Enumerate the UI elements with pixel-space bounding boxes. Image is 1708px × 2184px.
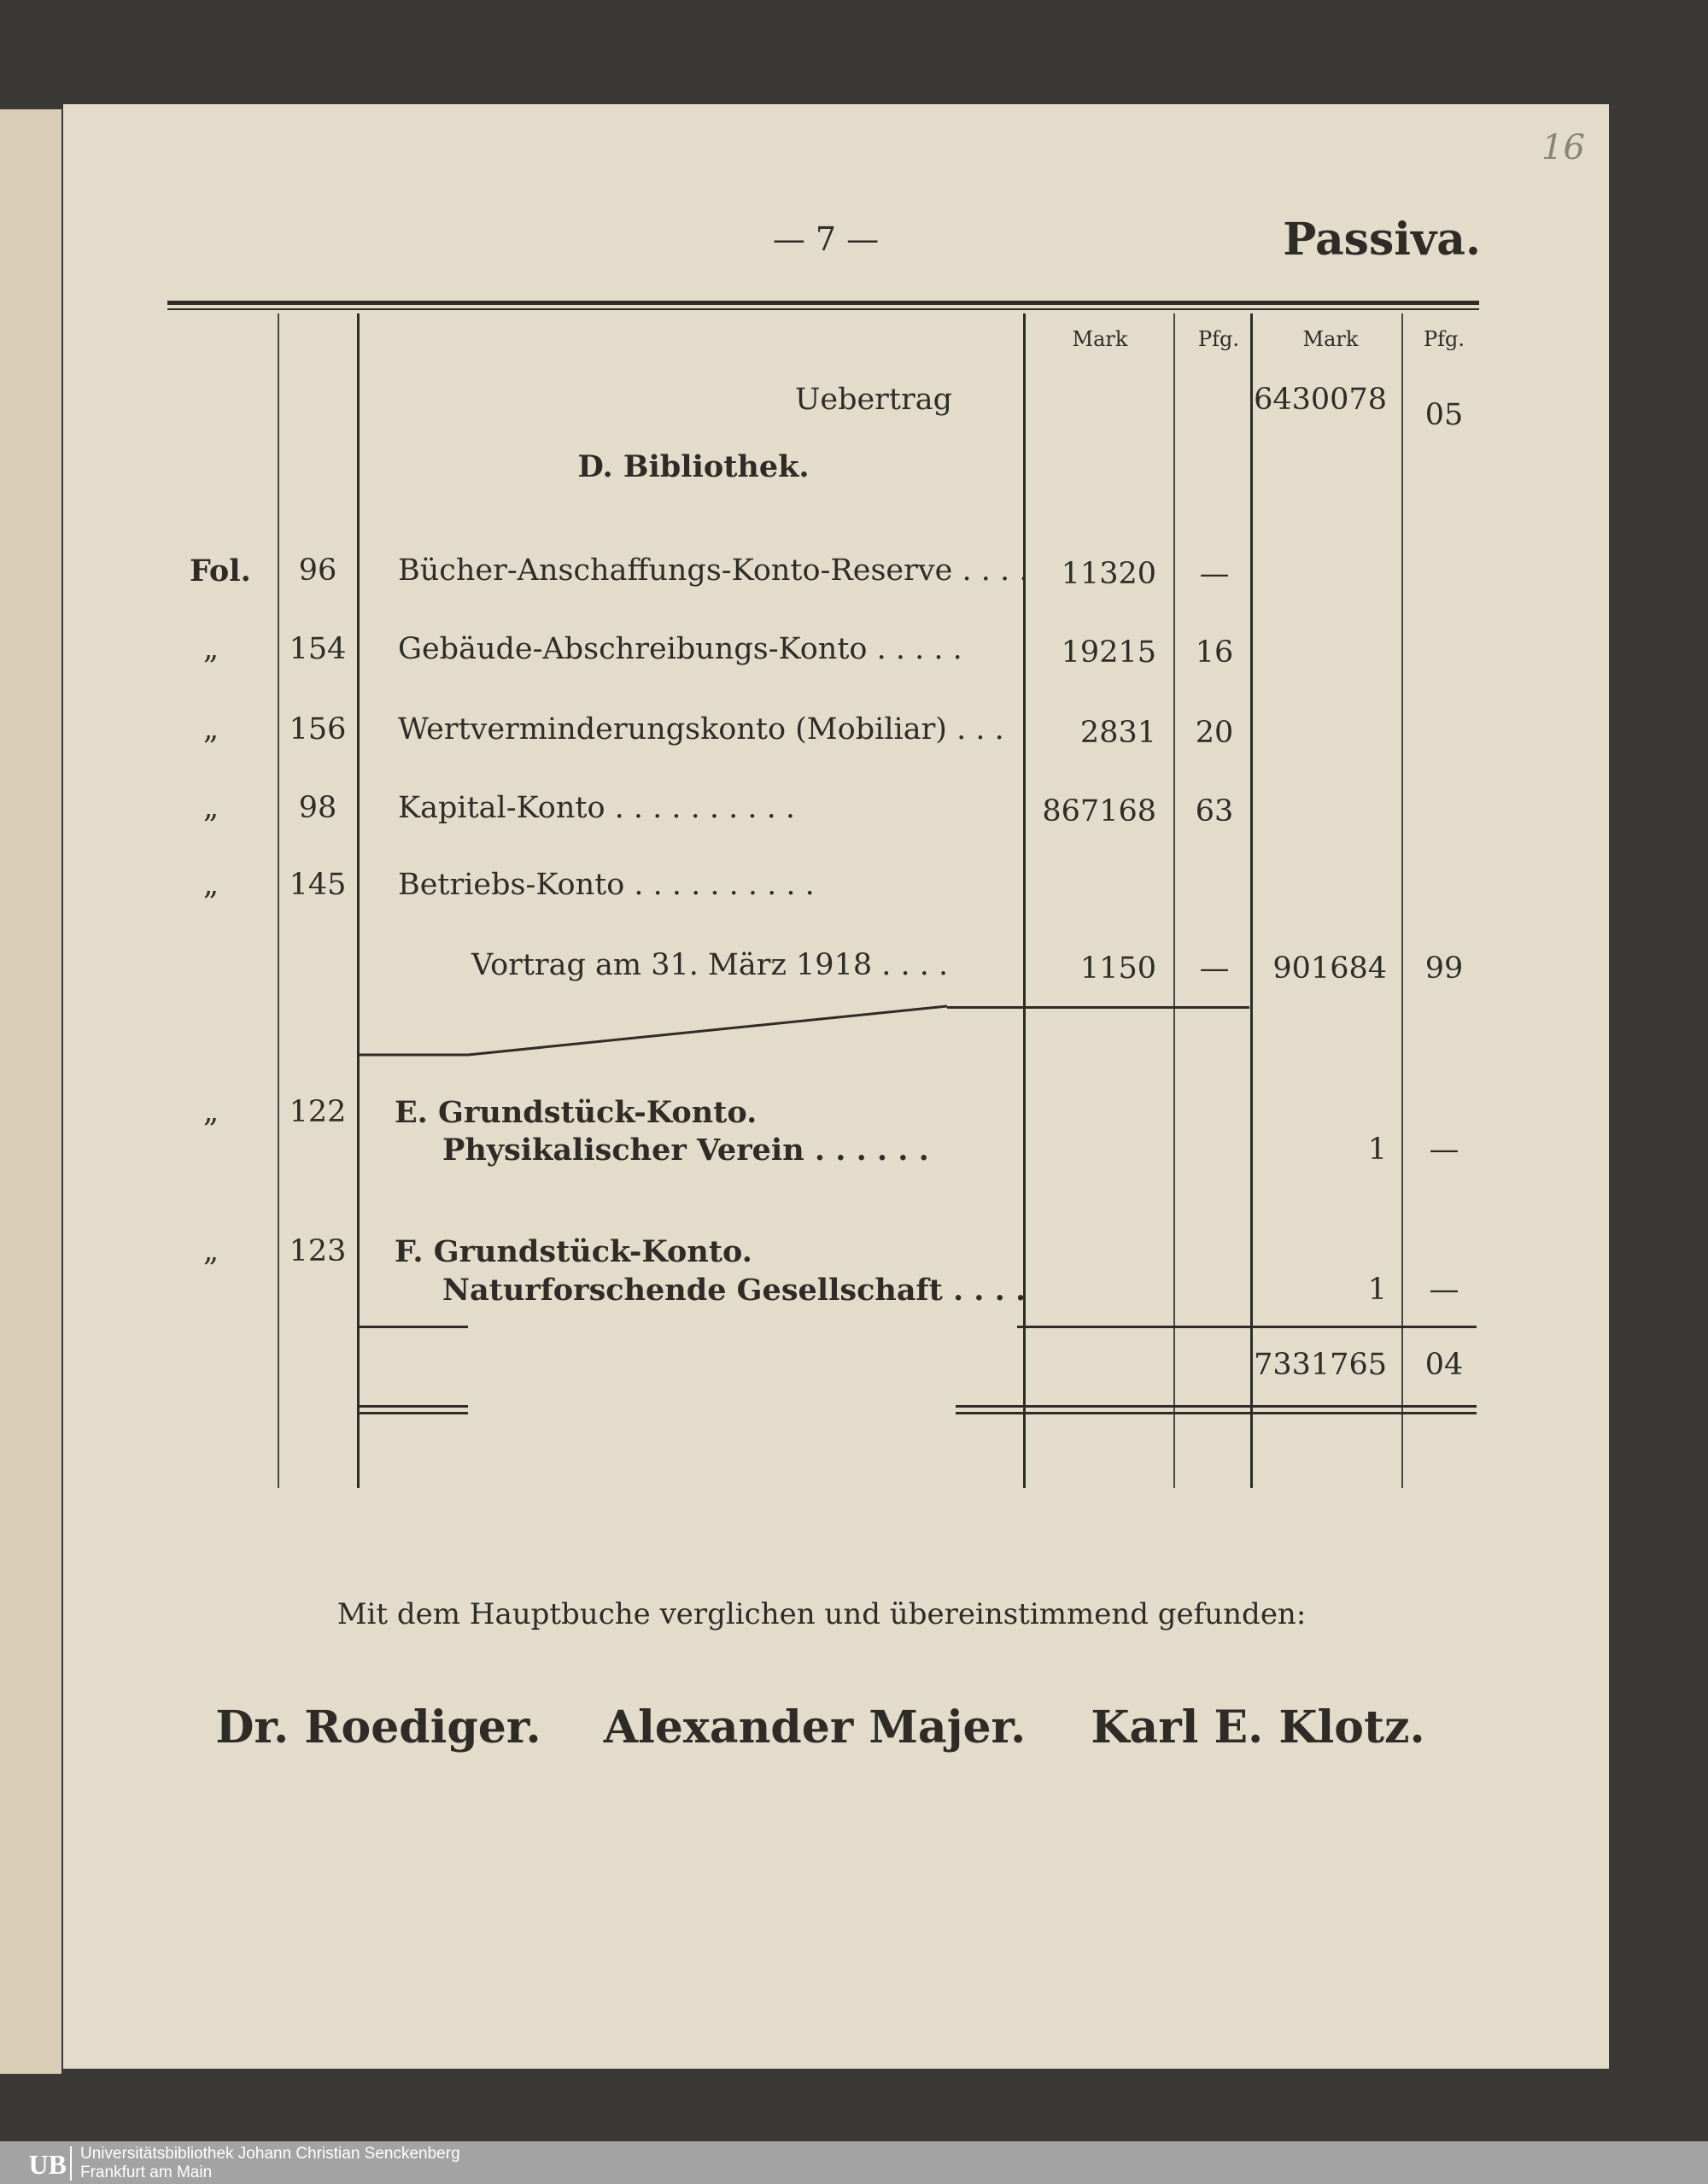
row-label: Gebäude-Abschreibungs-Konto . . . . . [398,632,962,666]
row-fol: „ [203,632,219,666]
footer-line-2: Frankfurt am Main [80,2164,213,2181]
row-folio-number: 145 [289,868,347,902]
section-e-num: 122 [289,1095,347,1129]
header-mark-2: Mark [1302,327,1359,351]
row-mark: 11320 [1061,557,1156,591]
section-e-title: E. Grundstück-Konto. [395,1095,757,1130]
row-folio-number: 154 [289,632,347,666]
row-fol: Fol. [190,553,251,588]
double-rule [358,1412,468,1414]
section-f-num: 123 [289,1234,347,1268]
row-folio-number: 96 [298,553,337,588]
row-label: Bücher-Anschaffungs-Konto-Reserve . . . . [398,553,1029,588]
section-e-label: Physikalischer Verein . . . . . . [442,1133,929,1168]
section-f-pfg: — [1429,1273,1459,1307]
section-f-title: F. Grundstück-Konto. [395,1234,752,1269]
vortrag-pfg: — [1199,951,1230,986]
row-fol: „ [203,712,219,747]
header-pfg-1: Pfg. [1197,327,1240,351]
closing-statement: Mit dem Hauptbuche verglichen und übereinstimmend gefunden: [336,1597,1307,1631]
vortrag-label: Vortrag am 31. März 1918 . . . . [471,948,949,982]
header-mark-1: Mark [1072,327,1128,351]
page-number: — 7 — [772,220,880,258]
uebertrag-mark: 6430078 [1254,383,1387,417]
section-d-title: D. Bibliothek. [577,449,810,484]
uebertrag-pfg: 05 [1424,398,1464,432]
signature: Alexander Majer. [603,1701,1027,1754]
row-fol: „ [203,791,219,825]
vortrag-total-pfg: 99 [1424,951,1464,986]
section-e-pfg: — [1429,1133,1459,1167]
uebertrag-label: Uebertrag [794,383,952,417]
total-pfg: 04 [1424,1348,1464,1382]
row-mark: 2831 [1079,716,1156,750]
section-f-label: Naturforschende Gesellschaft . . . . [442,1273,1027,1308]
total-rule [358,1326,468,1328]
section-e-mark: 1 [1367,1133,1387,1167]
ub-logo: UB [5,2146,72,2181]
pencil-note: 16 [1541,128,1585,167]
section-f-mark: 1 [1367,1273,1387,1307]
row-label: Kapital-Konto . . . . . . . . . . [398,791,796,825]
row-pfg: — [1199,557,1230,591]
row-pfg: 20 [1195,716,1234,750]
vortrag-total-mark: 901684 [1272,951,1387,986]
row-folio-number: 156 [289,712,347,747]
double-rule [956,1412,1477,1414]
total-mark: 7331765 [1254,1348,1387,1382]
signature: Karl E. Klotz. [1091,1701,1425,1754]
section-f-fol: „ [203,1234,219,1268]
section-e-fol: „ [203,1095,219,1129]
double-rule [956,1405,1477,1408]
row-label: Betriebs-Konto . . . . . . . . . . [398,868,815,902]
section-title: Passiva. [1283,214,1481,266]
vortrag-mark: 1150 [1079,951,1156,986]
row-mark: 19215 [1061,635,1156,670]
row-label: Wertverminderungskonto (Mobiliar) . . . [398,712,1004,747]
row-fol: „ [203,868,219,902]
footer-line-1: Universitätsbibliothek Johann Christian Senckenberg [80,2145,460,2163]
row-pfg: 63 [1195,794,1234,829]
total-rule [1017,1326,1477,1328]
row-pfg: 16 [1195,635,1234,670]
row-folio-number: 98 [298,791,337,825]
double-rule [358,1405,468,1408]
header-pfg-2: Pfg. [1423,327,1465,351]
row-mark: 867168 [1042,794,1156,829]
footer-bar [0,2141,1708,2184]
signature: Dr. Roediger. [215,1701,541,1754]
